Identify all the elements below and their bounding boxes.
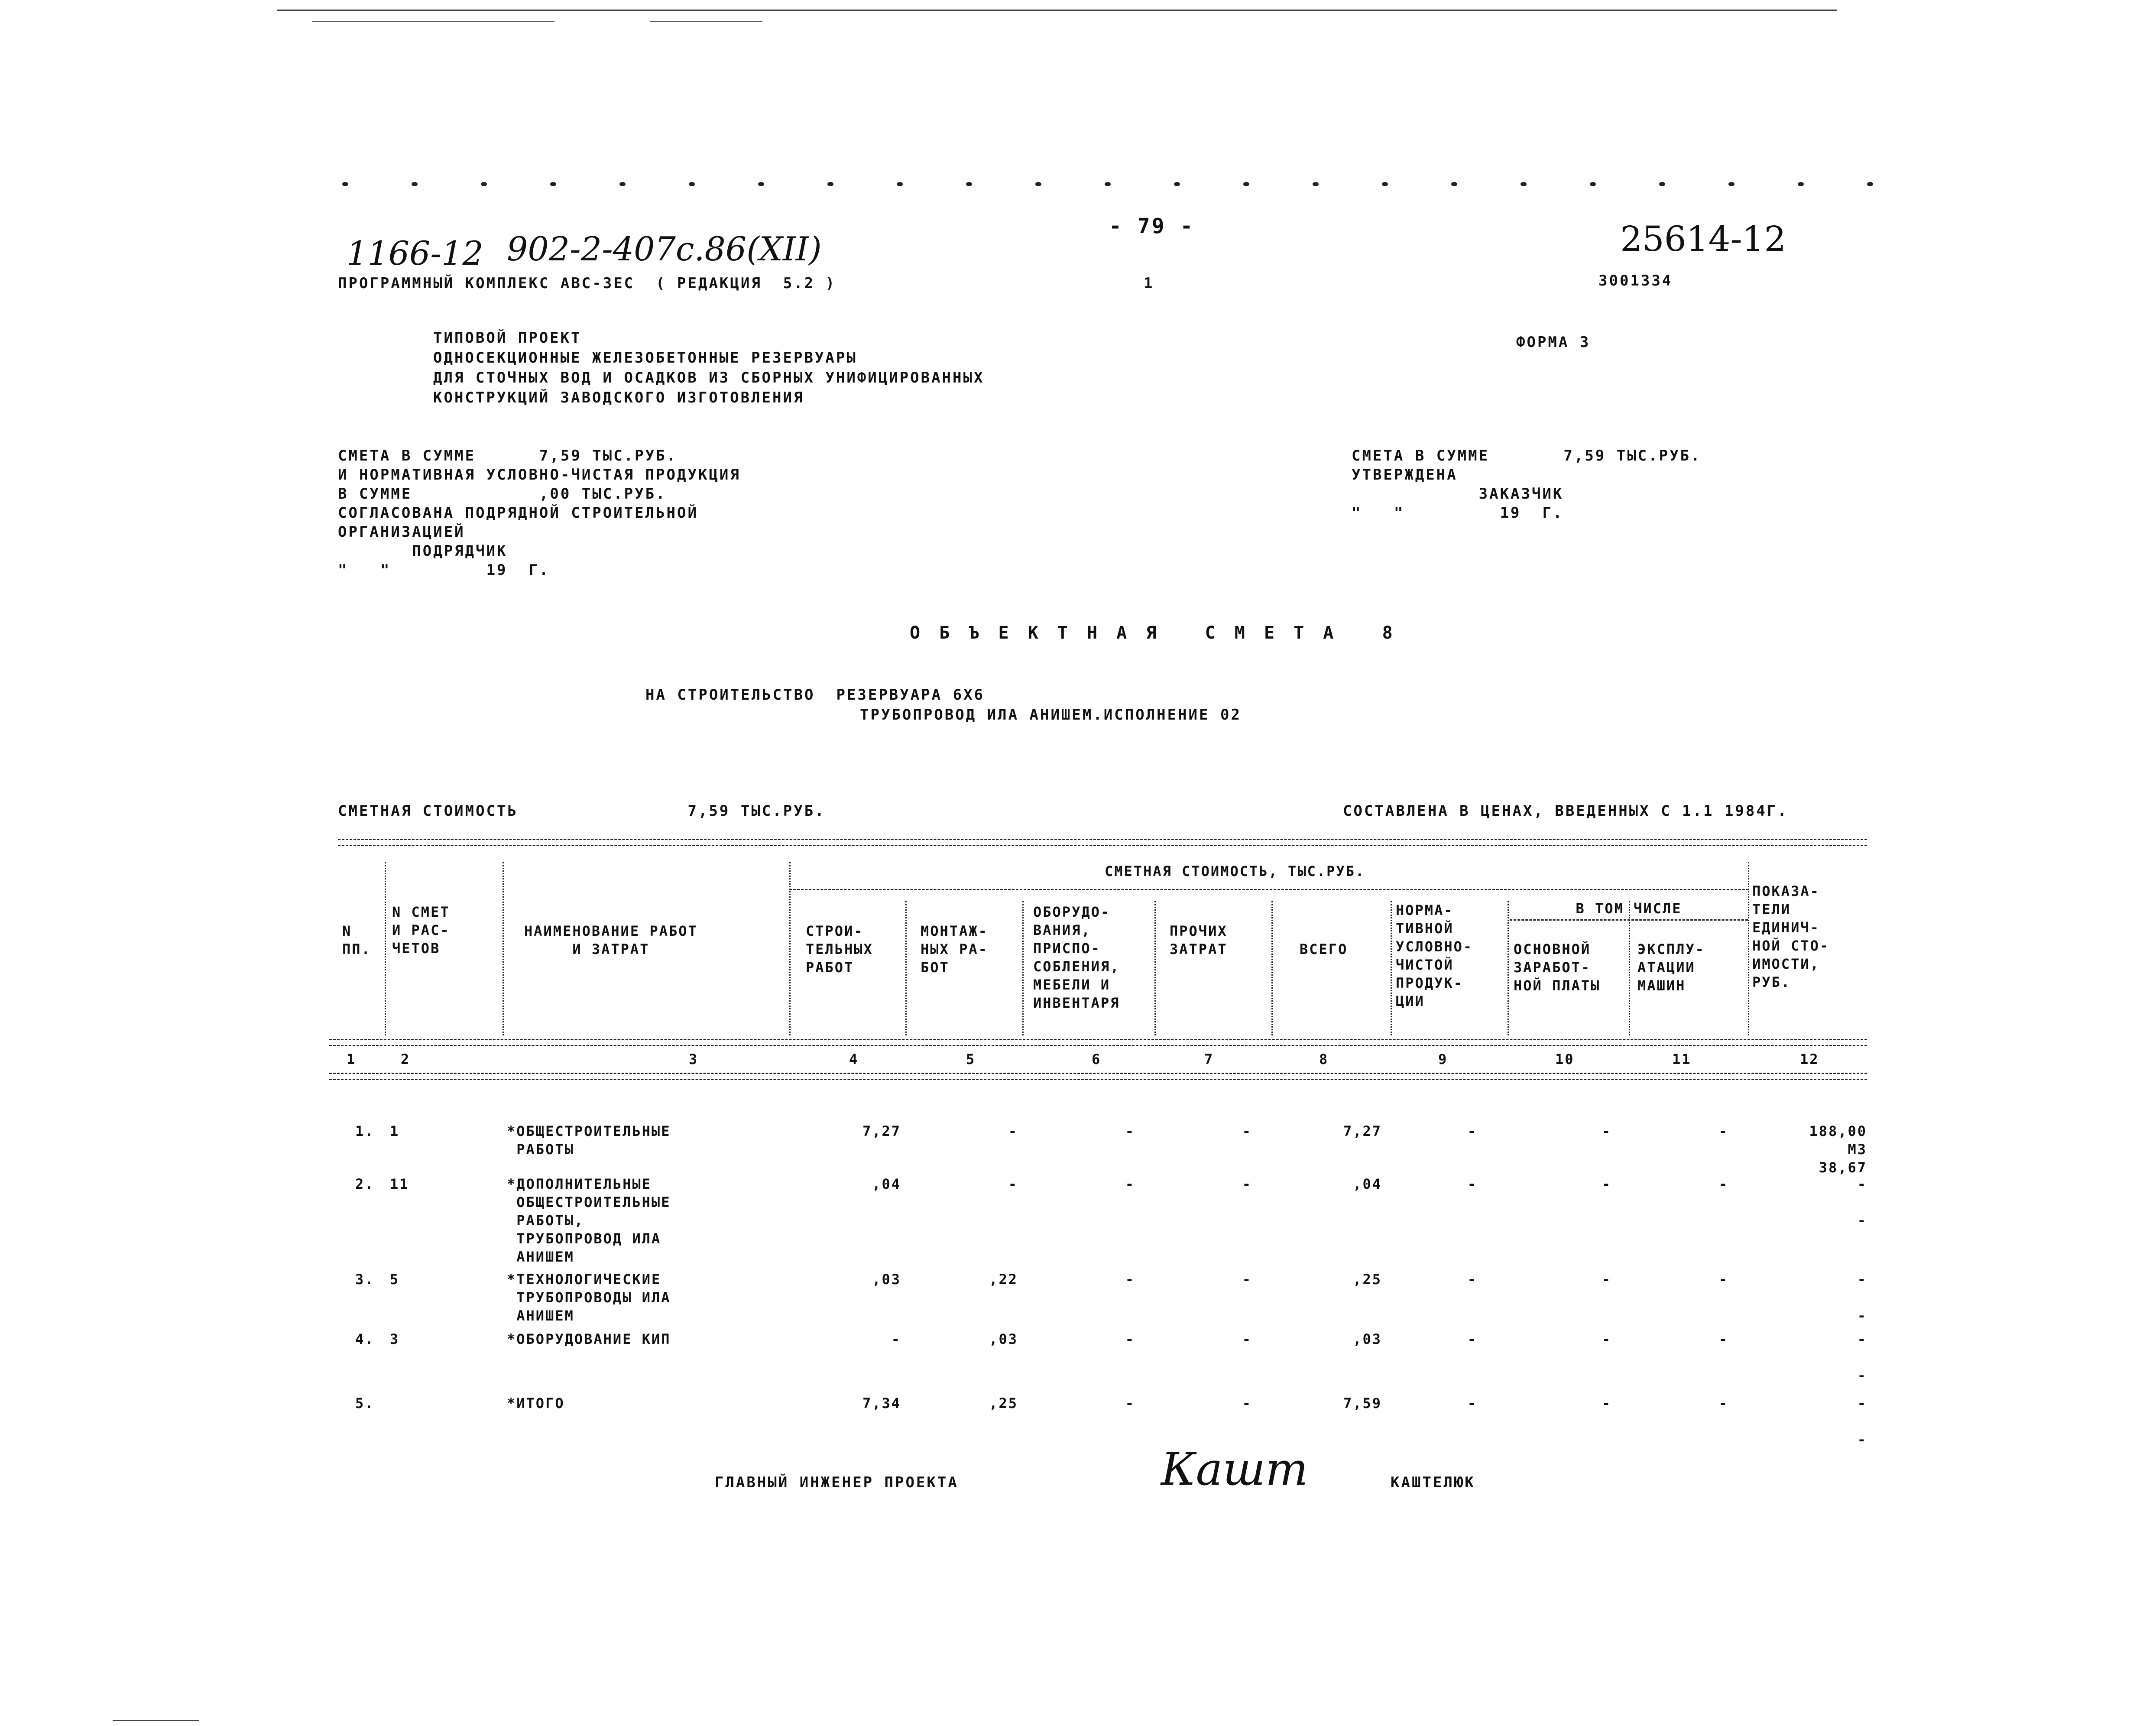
perforation-dot (1174, 182, 1180, 186)
perforation-dot (1867, 182, 1873, 186)
perforation-dot (1798, 182, 1804, 186)
table-rule (789, 889, 1749, 890)
document-subtitle: НА СТРОИТЕЛЬСТВО РЕЗЕРВУАРА 6Х6 (645, 686, 985, 704)
perforation-dot (1590, 182, 1596, 186)
header-col-9: НОРМА- ТИВНОЙ УСЛОВНО- ЧИСТОЙ ПРОДУК- ЦИИ (1396, 902, 1473, 1009)
approval-line: СОГЛАСОВАНА ПОДРЯДНОЙ СТРОИТЕЛЬНОЙ (338, 504, 698, 522)
header-col-11: ЭКСПЛУ- АТАЦИИ МАШИН (1637, 941, 1705, 994)
table-cell-c12: 188,00 М3 38,67 (1809, 1123, 1867, 1176)
perforation-dot (1659, 182, 1665, 186)
table-cell-c9: - (1467, 1176, 1477, 1192)
col-divider (789, 862, 791, 1035)
approval-line: ЗАКАЗЧИК (1352, 485, 1564, 503)
sheet-number: 1 (1144, 275, 1154, 292)
table-rule (329, 1039, 1867, 1040)
handwritten-archive-number: 25614-12 (1620, 219, 1786, 259)
table-cell-c6: - (1125, 1395, 1135, 1411)
table-cell-c7: - (1242, 1271, 1252, 1288)
signature: Кашт (1161, 1443, 1308, 1496)
table-cell-c4: ,03 (872, 1271, 901, 1288)
table-cell-c9: - (1467, 1271, 1477, 1288)
header-col-8: ВСЕГО (1300, 941, 1348, 957)
perforation-dot (1382, 182, 1388, 186)
scan-edge-line (312, 21, 554, 22)
table-cell-c11: - (1718, 1395, 1728, 1411)
table-cell-c7: - (1242, 1176, 1252, 1192)
column-number: 6 (1092, 1051, 1102, 1067)
col-divider (1508, 901, 1509, 1035)
signatory-role: ГЛАВНЫЙ ИНЖЕНЕР ПРОЕКТА (715, 1474, 959, 1491)
table-cell-c7: - (1242, 1395, 1252, 1411)
table-cell-c12: - - (1857, 1331, 1867, 1384)
col-divider (1748, 862, 1749, 1035)
table-cell-c5: ,03 (989, 1331, 1018, 1347)
column-number: 5 (966, 1051, 976, 1067)
col-divider (1271, 901, 1273, 1035)
table-rule (1510, 919, 1748, 921)
column-number: 11 (1672, 1051, 1692, 1067)
approval-line: СМЕТА В СУММЕ 7,59 ТЫС.РУБ. (338, 447, 678, 464)
table-cell-ref: 11 (390, 1176, 409, 1192)
table-cell-c7: - (1242, 1123, 1252, 1139)
perforation-dot (1521, 182, 1527, 186)
approval-line: ПОДРЯДЧИК (338, 542, 508, 560)
col-divider (1022, 901, 1024, 1035)
table-rule (338, 839, 1867, 840)
perforation-dot (1243, 182, 1249, 186)
table-cell-n: 5. (355, 1395, 375, 1411)
table-rule (329, 1079, 1867, 1080)
table-cell-ref: 3 (390, 1331, 400, 1347)
table-cell-c11: - (1718, 1331, 1728, 1347)
perforation-dot (1105, 182, 1111, 186)
table-cell-n: 2. (355, 1176, 375, 1192)
table-cell-c4: 7,27 (862, 1123, 901, 1139)
project-line: ОДНОСЕКЦИОННЫЕ ЖЕЛЕЗОБЕТОННЫЕ РЕЗЕРВУАРЫ (433, 349, 857, 367)
price-basis: СОСТАВЛЕНА В ЦЕНАХ, ВВЕДЕННЫХ С 1.1 1984Г. (1343, 802, 1788, 820)
header-col-10: ОСНОВНОЙ ЗАРАБОТ- НОЙ ПЛАТЫ (1514, 941, 1601, 994)
col-divider (1154, 901, 1156, 1035)
perforation-dot (758, 182, 764, 186)
table-cell-c12: - - (1857, 1176, 1867, 1229)
perforation-dot (1728, 182, 1735, 186)
table-cell-ref: 1 (390, 1123, 400, 1139)
table-cell-c4: 7,34 (862, 1395, 901, 1411)
column-number: 1 (347, 1051, 357, 1067)
table-cell-c10: - (1602, 1176, 1611, 1192)
table-cell-c11: - (1718, 1271, 1728, 1288)
table-cell-c4: - (891, 1331, 901, 1347)
table-rule (329, 1073, 1867, 1074)
table-cell-c6: - (1125, 1271, 1135, 1288)
table-cell-c12: - - (1857, 1395, 1867, 1448)
table-cell-c11: - (1718, 1176, 1728, 1192)
table-cell-c9: - (1467, 1395, 1477, 1411)
perforation-dot (619, 182, 626, 186)
column-number: 12 (1800, 1051, 1819, 1067)
perforation-dot (897, 182, 903, 186)
table-cell-c11: - (1718, 1123, 1728, 1139)
col-divider (1391, 901, 1392, 1035)
table-cell-c6: - (1125, 1176, 1135, 1192)
table-cell-c8: 7,27 (1343, 1123, 1382, 1139)
table-cell-c8: 7,59 (1343, 1395, 1382, 1411)
table-cell-c12: - - (1857, 1271, 1867, 1324)
scan-edge-line (650, 21, 762, 22)
perforation-dot (550, 182, 556, 186)
header-col-4: СТРОИ- ТЕЛЬНЫХ РАБОТ (806, 923, 873, 976)
approval-line: СМЕТА В СУММЕ 7,59 ТЫС.РУБ. (1352, 447, 1702, 464)
program-line: ПРОГРАММНЫЙ КОМПЛЕКС АВС-3ЕС ( РЕДАКЦИЯ 5.2 ) (338, 275, 836, 292)
approval-line: " " 19 Г. (1352, 504, 1564, 522)
table-cell-c9: - (1467, 1331, 1477, 1347)
col-divider (385, 862, 386, 1035)
col-divider (1629, 901, 1630, 1035)
project-line: КОНСТРУКЦИЙ ЗАВОДСКОГО ИЗГОТОВЛЕНИЯ (433, 389, 804, 406)
approval-line: УТВЕРЖДЕНА (1352, 466, 1458, 483)
column-number: 9 (1438, 1051, 1448, 1067)
perforation-dot (1035, 182, 1041, 186)
table-cell-c5: - (1008, 1176, 1018, 1192)
perforation-dot (966, 182, 972, 186)
table-cell-c7: - (1242, 1331, 1252, 1347)
table-cell-name: *ОБЩЕСТРОИТЕЛЬНЫЕ РАБОТЫ (507, 1123, 671, 1158)
document-code: 3001334 (1598, 272, 1673, 289)
table-cell-c4: ,04 (872, 1176, 901, 1192)
approval-line: ОРГАНИЗАЦИЕЙ (338, 523, 465, 541)
col-divider (905, 901, 907, 1035)
project-line: ДЛЯ СТОЧНЫХ ВОД И ОСАДКОВ ИЗ СБОРНЫХ УНИФИЦИРОВАННЫХ (433, 369, 985, 386)
signatory-name: КАШТЕЛЮК (1391, 1474, 1475, 1491)
table-cell-c8: ,25 (1353, 1271, 1382, 1288)
table-cell-c5: - (1008, 1123, 1018, 1139)
perforation-dot (689, 182, 695, 186)
table-cell-c6: - (1125, 1331, 1135, 1347)
table-cell-n: 3. (355, 1271, 375, 1288)
document-title: О Б Ъ Е К Т Н А Я С М Е Т А 8 (910, 623, 1397, 643)
table-cell-name: *ИТОГО (507, 1395, 565, 1411)
table-cell-n: 1. (355, 1123, 375, 1139)
table-cell-c5: ,22 (989, 1271, 1018, 1288)
sub-group-header: В ТОМ ЧИСЛЕ (1576, 900, 1682, 917)
document-subtitle: ТРУБОПРОВОД ИЛА АНИШЕМ.ИСПОЛНЕНИЕ 02 (860, 706, 1242, 723)
table-cell-c10: - (1602, 1331, 1611, 1347)
table-cell-name: *ТЕХНОЛОГИЧЕСКИЕ ТРУБОПРОВОДЫ ИЛА АНИШЕМ (507, 1271, 671, 1324)
perforation-dot (1313, 182, 1319, 186)
perforation-dot (342, 182, 348, 186)
table-cell-name: *ДОПОЛНИТЕЛЬНЫЕ ОБЩЕСТРОИТЕЛЬНЫЕ РАБОТЫ, ТРУБОПРОВОД ИЛА АНИШЕМ (507, 1176, 671, 1265)
col-divider (503, 862, 504, 1035)
scan-edge-line (277, 10, 1837, 11)
column-number: 2 (401, 1051, 411, 1067)
table-cell-c9: - (1467, 1123, 1477, 1139)
approval-line: В СУММЕ ,00 ТЫС.РУБ. (338, 485, 667, 503)
approval-line: И НОРМАТИВНАЯ УСЛОВНО-ЧИСТАЯ ПРОДУКЦИЯ (338, 466, 741, 483)
column-number: 8 (1319, 1051, 1329, 1067)
column-number: 4 (849, 1051, 859, 1067)
approval-line: " " 19 Г. (338, 561, 550, 579)
column-number: 3 (689, 1051, 699, 1067)
table-cell-c8: ,04 (1353, 1176, 1382, 1192)
table-cell-c6: - (1125, 1123, 1135, 1139)
form-label: ФОРМА 3 (1516, 334, 1591, 351)
header-col-7: ПРОЧИХ ЗАТРАТ (1170, 923, 1228, 957)
header-col-1: N ПП. (342, 923, 371, 957)
scan-edge-line (113, 1720, 199, 1721)
table-cell-c10: - (1602, 1123, 1611, 1139)
perforation-dot (412, 182, 418, 186)
table-cell-c8: ,03 (1353, 1331, 1382, 1347)
perforation-dot (827, 182, 833, 186)
handwritten-project-code: 902-2-407с.86(XII) (507, 230, 822, 268)
estimated-cost: СМЕТНАЯ СТОИМОСТЬ 7,59 ТЫС.РУБ. (338, 802, 826, 820)
table-cell-c10: - (1602, 1395, 1611, 1411)
header-col-2: N СМЕТ И РАС- ЧЕТОВ (392, 904, 450, 957)
header-col-3: НАИМЕНОВАНИЕ РАБОТ И ЗАТРАТ (524, 923, 698, 957)
header-col-6: ОБОРУДО- ВАНИЯ, ПРИСПО- СОБЛЕНИЯ, МЕБЕЛИ И ИНВЕНТАРЯ (1033, 904, 1120, 1011)
group-header: СМЕТНАЯ СТОИМОСТЬ, ТЫС.РУБ. (1105, 863, 1365, 879)
handwritten-sheet-id: 1166-12 (347, 234, 483, 273)
perforation-dot (1451, 182, 1457, 186)
page-number: - 79 - (1109, 214, 1195, 238)
table-rule (338, 845, 1867, 846)
perforation-dot (481, 182, 487, 186)
table-cell-name: *ОБОРУДОВАНИЕ КИП (507, 1331, 671, 1347)
table-rule (329, 1045, 1867, 1046)
table-cell-c10: - (1602, 1271, 1611, 1288)
column-number: 10 (1555, 1051, 1575, 1067)
table-cell-c5: ,25 (989, 1395, 1018, 1411)
header-col-12: ПОКАЗА- ТЕЛИ ЕДИНИЧ- НОЙ СТО- ИМОСТИ, РУБ. (1752, 883, 1830, 990)
header-col-5: МОНТАЖ- НЫХ РА- БОТ (921, 923, 988, 976)
project-line: ТИПОВОЙ ПРОЕКТ (433, 329, 582, 347)
column-number: 7 (1204, 1051, 1214, 1067)
table-cell-ref: 5 (390, 1271, 400, 1288)
table-cell-n: 4. (355, 1331, 375, 1347)
